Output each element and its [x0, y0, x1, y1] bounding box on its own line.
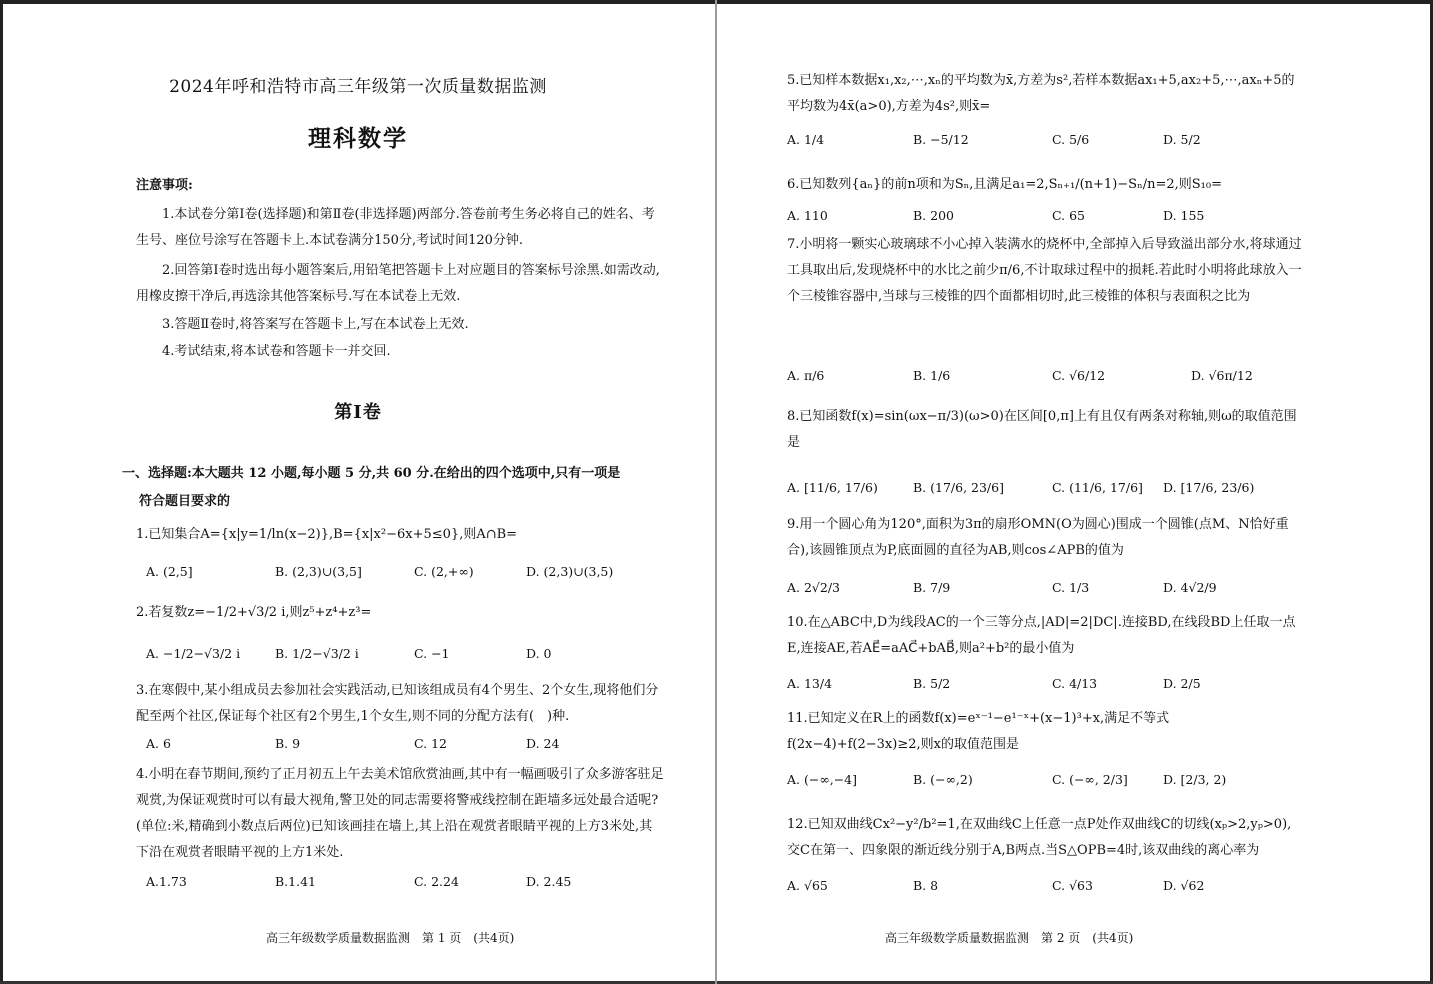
subject-title: 理科数学: [308, 125, 408, 152]
option-a: A. [11/6, 17/6): [787, 480, 878, 495]
question-options: [146, 736, 666, 758]
option-d: D. 0: [526, 646, 552, 661]
option-b: B. 5/2: [913, 676, 951, 691]
option-a: A. √65: [787, 878, 828, 893]
option-a: A. (−∞,−4]: [787, 772, 858, 787]
exam-title: 2024年呼和浩特市高三年级第一次质量数据监测: [169, 77, 547, 97]
option-b: B. −5/12: [913, 132, 969, 147]
option-b: B. 1/2−√3/2 i: [275, 646, 359, 661]
option-c: C. (−∞, 2/3]: [1052, 772, 1128, 787]
option-b: B.1.41: [275, 874, 316, 889]
question-options: [787, 676, 1302, 698]
question-stem: 7.小明将一颗实心玻璃球不小心掉入装满水的烧杯中,全部掉入后导致溢出部分水,将球通过工具取出后,发现烧杯中的水比之前少π/6,不计取球过程中的损耗.若此时小明将此球放入一个三棱锥容器中,当球与三棱锥的四个面都相切时,此三棱锥的体积与表面积之比为: [787, 237, 1302, 304]
notice-item: 2.回答第Ⅰ卷时选出每小题答案后,用铅笔把答题卡上对应题目的答案标号涂黑.如需改动,用橡皮擦干净后,再选涂其他答案标号.写在本试卷上无效.: [136, 263, 660, 304]
option-c: C. 4/13: [1052, 676, 1098, 691]
option-c: C. (11/6, 17/6]: [1052, 480, 1143, 495]
volume-title: 第Ⅰ卷: [334, 402, 382, 423]
option-a: A. 110: [787, 208, 828, 223]
option-d: D. 155: [1163, 208, 1205, 223]
option-b: B. 9: [275, 736, 301, 751]
page-footer: 高三年级数学质量数据监测 第 1 页 (共4页): [266, 931, 515, 945]
option-d: D. [17/6, 23/6): [1163, 480, 1255, 495]
option-b: B. (2,3)∪(3,5]: [275, 564, 362, 579]
question-stem: 11.已知定义在R上的函数f(x)=eˣ⁻¹−e¹⁻ˣ+(x−1)³+x,满足不等式f(2x−4)+f(2−3x)≥2,则x的取值范围是: [787, 711, 1170, 752]
page-1: [0, 0, 716, 984]
question-stem: 9.用一个圆心角为120°,面积为3π的扇形OMN(O为圆心)围成一个圆锥(点M、N恰好重合),该圆锥顶点为P,底面圆的直径为AB,则cos∠APB的值为: [787, 517, 1289, 558]
notice-item: 3.答题Ⅱ卷时,将答案写在答题卡上,写在本试卷上无效.: [162, 317, 469, 332]
question-options: [146, 564, 666, 586]
option-c: C. 2.24: [414, 874, 459, 889]
section-heading-cont: 符合题目要求的: [139, 494, 231, 509]
option-a: A. 2√2/3: [787, 580, 841, 595]
option-a: A. −1/2−√3/2 i: [146, 646, 241, 661]
option-c: C. √6/12: [1052, 368, 1106, 383]
option-c: C. 65: [1052, 208, 1085, 223]
option-c: C. 1/3: [1052, 580, 1090, 595]
question-options: [787, 480, 1302, 502]
option-d: D. 5/2: [1163, 132, 1201, 147]
page-footer: 高三年级数学质量数据监测 第 2 页 (共4页): [885, 931, 1134, 945]
option-b: B. 1/6: [913, 368, 951, 383]
option-b: B. 200: [913, 208, 954, 223]
option-a: A. 1/4: [787, 132, 825, 147]
question-options: [787, 878, 1302, 900]
question-stem: 2.若复数z=−1/2+√3/2 i,则z⁵+z⁴+z³=: [136, 605, 372, 620]
section-heading: [122, 460, 672, 516]
question-stem: 4.小明在春节期间,预约了正月初五上午去美术馆欣赏油画,其中有一幅画吸引了众多游客驻足观赏,为保证观赏时可以有最大视角,警卫处的同志需要将警戒线控制在距墙多远处最合适呢?(单位:米,精确到小数点后两位)已知该画挂在墙上,其上沿在观赏者眼睛平视的上方3米处,其下沿在观赏者眼睛平视的上方1米处.: [136, 767, 664, 860]
option-b: B. 8: [913, 878, 939, 893]
notice-item: 1.本试卷分第Ⅰ卷(选择题)和第Ⅱ卷(非选择题)两部分.答卷前考生务必将自己的姓名、考生号、座位号涂写在答题卡上.本试卷满分150分,考试时间120分钟.: [136, 207, 655, 248]
question-stem: 6.已知数列{aₙ}的前n项和为Sₙ,且满足a₁=2,Sₙ₊₁/(n+1)−Sₙ/n=2,则S₁₀=: [787, 177, 1222, 192]
option-a: A. 6: [146, 736, 171, 751]
option-b: B. (−∞,2): [913, 772, 973, 787]
question-options: [787, 580, 1302, 602]
option-d: D. 4√2/9: [1163, 580, 1217, 595]
option-d: D. √62: [1163, 878, 1205, 893]
question-stem: 12.已知双曲线Cx²−y²/b²=1,在双曲线C上任意一点P处作双曲线C的切线(xₚ>2,yₚ>0),交C在第一、四象限的渐近线分别于A,B两点.当S△OPB=4时,该双曲线的离心率为: [787, 817, 1292, 858]
option-c: C. 5/6: [1052, 132, 1090, 147]
question-stem: 8.已知函数f(x)=sin(ωx−π/3)(ω>0)在区间[0,π]上有且仅有两条对称轴,则ω的取值范围是: [787, 409, 1297, 450]
option-a: A. 13/4: [787, 676, 833, 691]
question-options: [787, 208, 1302, 230]
option-c: C. −1: [414, 646, 450, 661]
question-stem: 5.已知样本数据x₁,x₂,⋯,xₙ的平均数为x̄,方差为s²,若样本数据ax₁+5,ax₂+5,⋯,axₙ+5的平均数为4x̄(a>0),方差为4s²,则x̄=: [787, 73, 1295, 114]
option-b: B. (17/6, 23/6]: [913, 480, 1004, 495]
option-a: A. (2,5]: [146, 564, 193, 579]
notice-heading: 注意事项:: [136, 178, 193, 193]
option-d: D. √6π/12: [1191, 368, 1253, 383]
option-d: D. [2/3, 2): [1163, 772, 1227, 787]
question-options: [146, 646, 666, 668]
question-options: [787, 368, 1302, 390]
question-stem: 10.在△ABC中,D为线段AC的一个三等分点,|AD|=2|DC|.连接BD,在线段BD上任取一点E,连接AE,若AE⃗=aAC⃗+bAB⃗,则a²+b²的最小值为: [787, 615, 1296, 656]
question-stem: 3.在寒假中,某小组成员去参加社会实践活动,已知该组成员有4个男生、2个女生,现将他们分配至两个社区,保证每个社区有2个男生,1个女生,则不同的分配方法有( )种.: [136, 683, 659, 724]
option-d: D. 2.45: [526, 874, 572, 889]
option-a: A.1.73: [146, 874, 187, 889]
section-heading-line: 一、选择题:本大题共 12 小题,每小题 5 分,共 60 分.在给出的四个选项中,只有一项是: [122, 466, 621, 481]
option-a: A. π/6: [787, 368, 825, 383]
question-stem: 1.已知集合A={x|y=1/ln(x−2)},B={x|x²−6x+5≤0},则A∩B=: [136, 527, 518, 542]
question-options: [787, 772, 1302, 794]
option-d: D. (2,3)∪(3,5): [526, 564, 614, 579]
question-options: [146, 874, 666, 896]
option-d: D. 2/5: [1163, 676, 1201, 691]
question-options: [787, 132, 1302, 154]
notice-item: 4.考试结束,将本试卷和答题卡一并交回.: [162, 344, 391, 359]
option-b: B. 7/9: [913, 580, 951, 595]
option-c: C. 12: [414, 736, 447, 751]
option-c: C. √63: [1052, 878, 1093, 893]
option-d: D. 24: [526, 736, 560, 751]
option-c: C. (2,+∞): [414, 564, 474, 579]
